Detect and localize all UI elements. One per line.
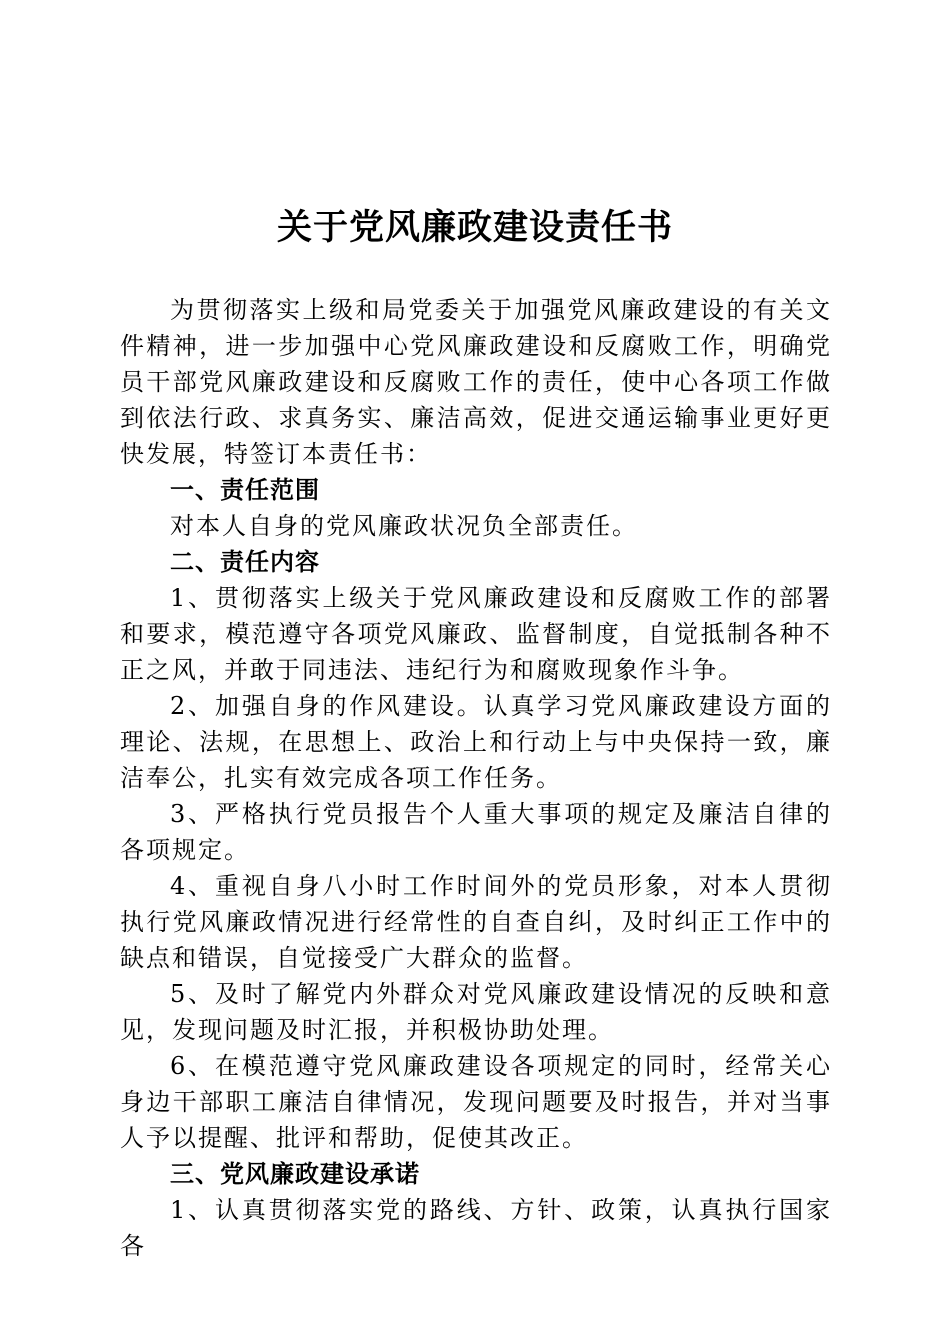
content-item-2: 2、加强自身的作风建设。认真学习党风廉政建设方面的理论、法规，在思想上、政治上和行动上与中央保持一致，廉洁奉公，扎实有效完成各项工作任务。 [120, 692, 832, 792]
content-item-4: 4、重视自身八小时工作时间外的党员形象，对本人贯彻执行党风廉政情况进行经常性的自查自纠，及时纠正工作中的缺点和错误，自觉接受广大群众的监督。 [120, 872, 832, 972]
section-heading-scope: 一、责任范围 [170, 476, 320, 504]
commitment-item-1: 1、认真贯彻落实党的路线、方针、政策，认真执行国家各 [120, 1196, 832, 1260]
intro-paragraph: 为贯彻落实上级和局党委关于加强党风廉政建设的有关文件精神，进一步加强中心党风廉政建设和反腐败工作，明确党员干部党风廉政建设和反腐败工作的责任，使中心各项工作做到依法行政、求真务实、廉洁高效，促进交通运输事业更好更快发展，特签订本责任书： [120, 296, 832, 468]
content-item-3: 3、严格执行党员报告个人重大事项的规定及廉洁自律的各项规定。 [120, 800, 832, 864]
section-heading-content: 二、责任内容 [170, 548, 320, 576]
content-item-6: 6、在模范遵守党风廉政建设各项规定的同时，经常关心身边干部职工廉洁自律情况，发现问题要及时报告，并对当事人予以提醒、批评和帮助，促使其改正。 [120, 1052, 832, 1152]
document-body [120, 292, 832, 1264]
scope-paragraph: 对本人自身的党风廉政状况负全部责任。 [170, 512, 638, 540]
content-item-1: 1、贯彻落实上级关于党风廉政建设和反腐败工作的部署和要求，模范遵守各项党风廉政、监督制度，自觉抵制各种不正之风，并敢于同违法、违纪行为和腐败现象作斗争。 [120, 584, 832, 684]
section-heading-commitment: 三、党风廉政建设承诺 [170, 1160, 420, 1188]
content-item-5: 5、及时了解党内外群众对党风廉政建设情况的反映和意见，发现问题及时汇报，并积极协助处理。 [120, 980, 832, 1044]
document-title: 关于党风廉政建设责任书 [276, 207, 673, 248]
